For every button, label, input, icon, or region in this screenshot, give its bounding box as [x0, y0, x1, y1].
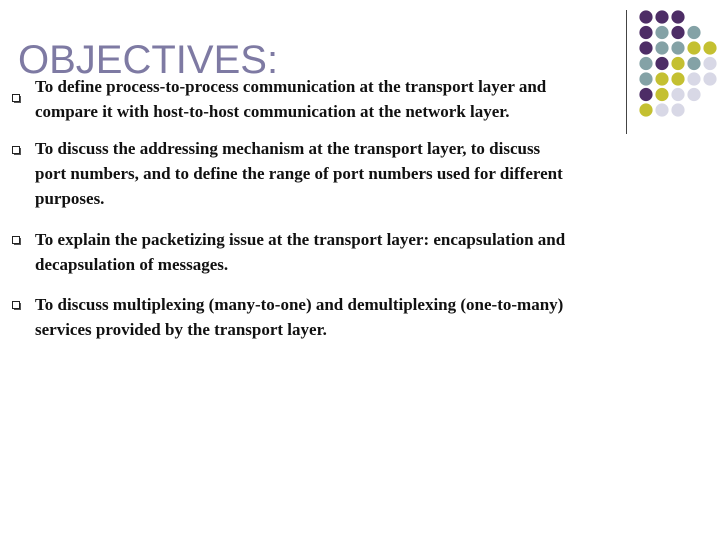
decorative-dot: [687, 41, 700, 54]
decorative-dot: [687, 72, 700, 85]
decorative-dot: [703, 72, 716, 85]
decorative-dot: [687, 26, 700, 39]
decorative-dot: [655, 10, 668, 23]
decorative-dot: [639, 41, 652, 54]
square-bullet-icon: [12, 94, 21, 103]
decorative-dot: [639, 103, 652, 116]
decorative-dot: [655, 88, 668, 101]
decorative-dot: [671, 103, 684, 116]
decorative-dot: [671, 72, 684, 85]
decorative-dot: [655, 103, 668, 116]
decorative-dot: [687, 88, 700, 101]
decorative-dot: [671, 26, 684, 39]
slide-title: OBJECTIVES:: [18, 38, 279, 82]
objective-line: To discuss multiplexing (many-to-one) and demultiplexing (one-to-many): [35, 295, 564, 314]
decorative-dot: [671, 57, 684, 70]
decorative-dot: [655, 72, 668, 85]
decorative-dot: [639, 88, 652, 101]
objective-line: To discuss the addressing mechanism at the transport layer, to discuss: [35, 139, 541, 158]
decorative-dot: [639, 10, 652, 23]
objective-line: To define process-to-process communication at the transport layer and: [35, 77, 547, 96]
square-bullet-icon: [12, 301, 21, 310]
decorative-dot: [703, 41, 716, 54]
decorative-dot: [703, 57, 716, 70]
decorative-dot: [655, 26, 668, 39]
objective-text: [35, 136, 563, 211]
square-bullet-icon: [12, 146, 21, 155]
decorative-dot: [655, 57, 668, 70]
decorative-dot: [639, 72, 652, 85]
objective-line: port numbers, and to define the range of port numbers used for different: [35, 164, 563, 183]
objective-line: To explain the packetizing issue at the transport layer: encapsulation and: [35, 230, 566, 249]
decorative-dot: [655, 41, 668, 54]
objective-text: [35, 227, 565, 277]
objective-line: decapsulation of messages.: [35, 255, 229, 274]
objective-text: [35, 292, 563, 342]
square-bullet-icon: [12, 236, 21, 245]
decorative-dot: [671, 41, 684, 54]
decorative-dot: [639, 26, 652, 39]
decorative-dot: [671, 10, 684, 23]
objective-line: compare it with host-to-host communication at the network layer.: [35, 102, 510, 121]
decorative-dot: [671, 88, 684, 101]
objective-text: [35, 74, 546, 124]
decorative-dot: [687, 57, 700, 70]
objective-line: purposes.: [35, 189, 105, 208]
decorative-dot: [639, 57, 652, 70]
title-divider-line: [626, 10, 627, 134]
objective-line: services provided by the transport layer.: [35, 320, 327, 339]
